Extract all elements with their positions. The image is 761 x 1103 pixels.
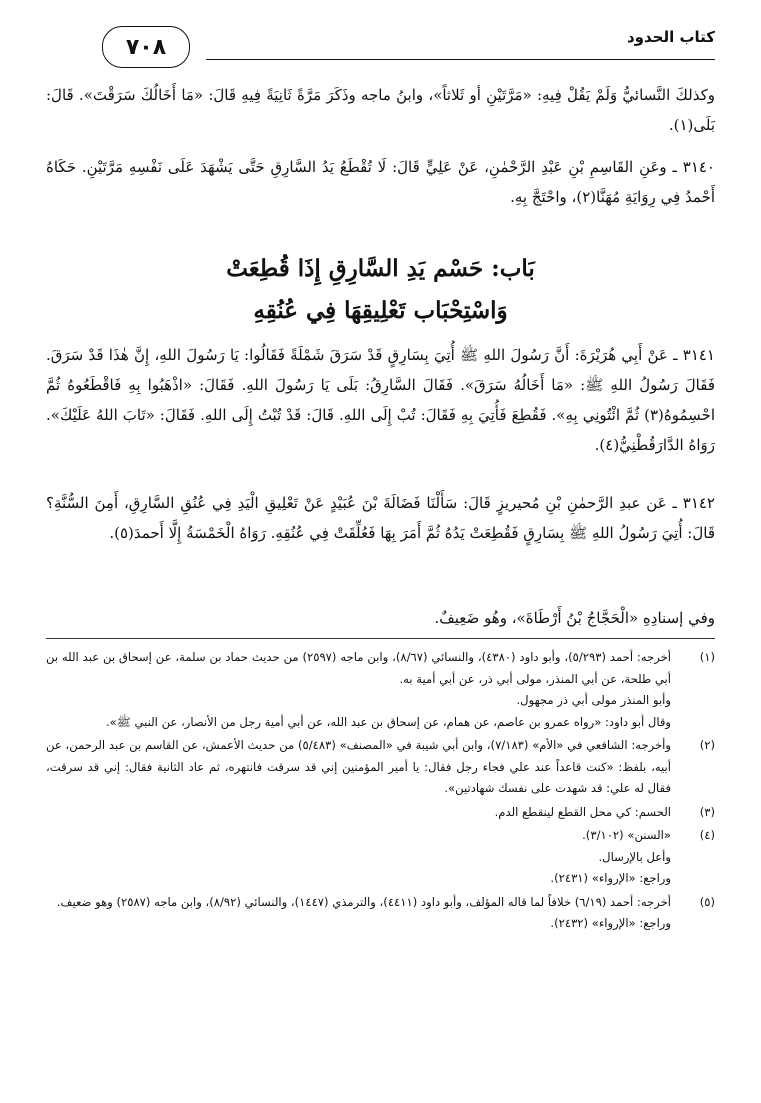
footnote-text — [46, 825, 671, 890]
paragraph-continuation: وكذلكَ النَّسائيُّ وَلَمْ يَقُلْ فِيهِ: «مَرَّتَيْنِ أو ثَلاثاً»، وابنُ ماجه وذَكَرَ مَرَّةً ثَانِيَةً فِيهِ قَالَ: «مَا أَخَالُكَ سَرَقْتَ». قَالَ: بَلَى(١). — [46, 86, 715, 134]
footnote-separator — [46, 638, 715, 639]
hadith-3140: ٣١٤٠ ـ وعَنِ القَاسِمِ بْنِ عَبْدِ الرَّحْمٰنِ، عَنْ عَلِيٍّ قَالَ: لَا تُقْطَعُ يَدُ السَّارِقِ حَتَّى يَشْهَدَ عَلَى نَفْسِهِ مَرَّتَيْنِ. حَكَاهُ أَحْمدُ فِي رِوَايَةِ مُهَنَّا(٢)، واحْتَجَّ بِهِ. — [46, 158, 715, 206]
footnote-line: وأعل بالإرسال. — [598, 849, 671, 864]
footnote-3 — [46, 802, 715, 824]
footnote-line: أخرجه: أحمد (٦/١٩) خلافاً لما قاله المؤلف، وأبو داود (٤٤١١)، والترمذي (١٤٤٧)، والنسائي (٨/٩٢)، وابن ماجه (٢٥٨٧) وهو ضعيف. — [56, 894, 671, 909]
chapter-heading — [46, 248, 715, 332]
footnote-1 — [46, 647, 715, 733]
footnote-text — [46, 892, 671, 935]
footnote-line: وراجع: «الإرواء» (٢٤٣٢). — [550, 916, 671, 930]
chapter-heading-line-1: بَاب: حَسْم يَدِ السَّارِقِ إِذَا قُطِعَتْ — [226, 255, 535, 282]
footnote-4 — [46, 825, 715, 890]
footnote-number: (٥) — [699, 894, 715, 909]
footnote-line: وأخرجه: الشافعي في «الأم» (٧/١٨٣)، وابن أبي شيبة في «المصنف» (٥/٤٨٣) من حديث الأعمش، عن القاسم بن عبد الرحمن، عن أبيه، بلفظ: «كنت قاعداً عند علي فجاء رجل فقال: يا أمير المؤمنين إني قد سرقت فانتهره، ثم عاد الثانية فقال: إني قد سرقت، فقال له علي: قد شهدت على نفسك شهادتين». — [46, 738, 672, 795]
footnote-line: «السنن» (٣/١٠٢). — [582, 828, 671, 842]
chapter-heading-line-2: وَاسْتِحْبَاب تَعْلِيقِهَا فِي عُنُقِهِ — [253, 297, 508, 324]
footnote-line: وأبو المنذر مولى أبي ذر مجهول. — [516, 693, 671, 707]
page-header — [46, 26, 715, 70]
footnote-number: (٤) — [699, 828, 715, 842]
footnote-line: أخرجه: أحمد (٥/٢٩٣)، وأبو داود (٤٣٨٠)، والنسائي (٨/٦٧)، وابن ماجه (٢٥٩٧) من حديث حماد بن سلمة، عن إسحاق بن عبد الله بن أبي طلحة، عن أبي المنذر، مولى أبي ذر، عن أبي أمية به. — [46, 650, 671, 686]
footnote-text — [46, 647, 671, 733]
footnote-number: (٢) — [699, 738, 715, 752]
footnote-line: الحسم: كي محل القطع لينقطع الدم. — [494, 804, 671, 819]
hadith-3141: ٣١٤١ ـ عَنْ أَبِي هُرَيْرَةَ: أَنَّ رَسُولَ اللهِ ﷺ أُتِيَ بِسَارِقٍ قَدْ سَرَقَ شَمْلَةً فَقَالُوا: يَا رَسُولَ اللهِ، إِنَّ هٰذَا قَدْ سَرَقَ. فَقَالَ رَسُولُ اللهِ ﷺ: «مَا أَخَالُهُ سَرَقَ». فَقَالَ السَّارِقُ: بَلَى يَا رَسُولَ اللهِ. فَقَالَ: «اذْهَبُوا بِهِ فَاقْطَعُوهُ ثُمَّ احْسِمُوهُ(٣) ثُمَّ ائْتُونِي بِهِ». فَقُطِعَ فَأُتِيَ بِهِ فَقَالَ: تُبْ إِلَى اللهِ. قَالَ: قَدْ تُبْتُ إِلَى اللهِ. فَقَالَ: «تَابَ اللهُ عَلَيْكَ». رَوَاهُ الدَّارَقُطْنِيُّ(٤). — [46, 346, 715, 454]
hadith-3142: ٣١٤٢ ـ عَن عبدِ الرَّحمٰنِ بْنِ مُحيريزٍ قَالَ: سَأَلْنَا فَضَالَةَ بْنَ عُبَيْدٍ عَنْ تَعْلِيقِ الْيَدِ فِي عُنُقِ السَّارِقِ، أَمِنَ السُّنَّةِ؟ قَالَ: أُتِيَ رَسُولُ اللهِ ﷺ بِسَارِقٍ فَقُطِعَتْ يَدُهُ ثُمَّ أَمَرَ بِهَا فَعُلِّقَتْ فِي عُنُقِهِ. رَوَاهُ الْخَمْسَةُ إِلَّا أَحمدَ(٥). — [46, 494, 715, 542]
page-number: ٧٠٨ — [102, 26, 190, 68]
footnote-line: وراجع: «الإرواء» (٢٤٣١). — [550, 871, 671, 885]
footnotes — [46, 647, 715, 937]
footnote-number: (١) — [699, 650, 715, 664]
footnote-line: وقال أبو داود: «رواه عمرو بن عاصم، عن همام، عن إسحاق بن عبد الله، عن أبي أمية رجل من الأنصار، عن النبي ﷺ». — [106, 714, 671, 729]
isnad-note: وفي إسنادِهِ «الْحَجَّاجُ بْنُ أَرْطَاةَ»، وهُو ضَعِيفٌ. — [434, 609, 715, 627]
book-title: كتاب الحدود — [626, 28, 715, 46]
footnote-2 — [46, 735, 715, 800]
footnote-5 — [46, 892, 715, 935]
footnote-text — [46, 735, 671, 800]
footnote-text — [46, 802, 671, 824]
footnote-number: (٣) — [699, 804, 715, 819]
header-rule — [206, 59, 715, 60]
